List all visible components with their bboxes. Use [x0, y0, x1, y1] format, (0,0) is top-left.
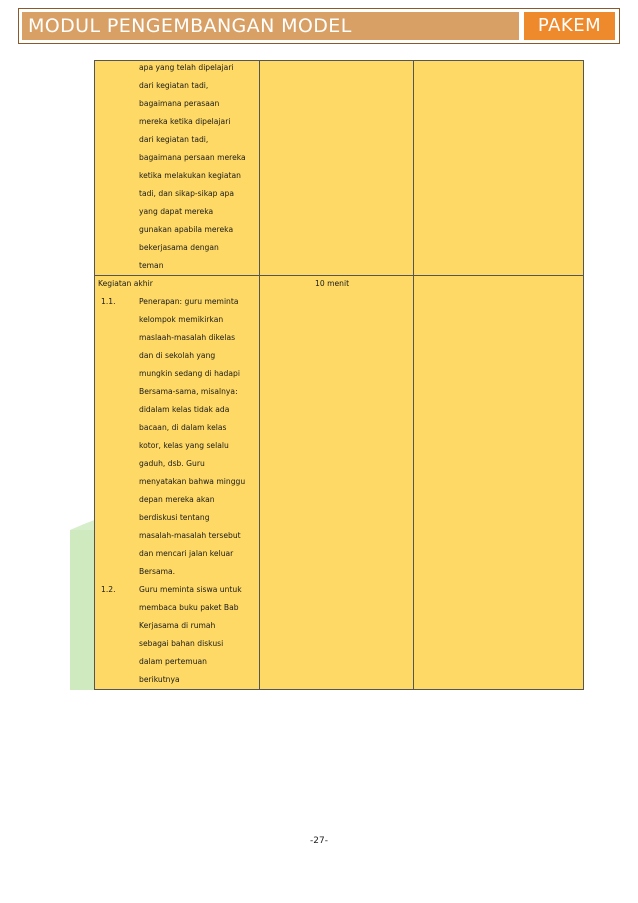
activity-text-line: gunakan apabila mereka: [139, 225, 234, 234]
activity-text-line: Kerjasama di rumah: [139, 621, 216, 630]
activity-text-line: Penerapan: guru meminta: [139, 297, 239, 306]
item-number: 1.2.: [101, 585, 116, 594]
activity-text-line: dari kegiatan tadi,: [139, 81, 209, 90]
activity-text-line: kotor, kelas yang selalu: [139, 441, 229, 450]
column-divider: [259, 61, 260, 689]
activity-text-line: Bersama-sama, misalnya:: [139, 387, 238, 396]
activity-text-line: depan mereka akan: [139, 495, 215, 504]
activity-text-line: mungkin sedang di hadapi: [139, 369, 240, 378]
activity-text-line: Guru meminta siswa untuk: [139, 585, 242, 594]
activity-text-line: ketika melakukan kegiatan: [139, 171, 241, 180]
activity-text-line: dan mencari jalan keluar: [139, 549, 234, 558]
lesson-table: [94, 60, 584, 690]
activity-text-line: bagaimana persaan mereka: [139, 153, 246, 162]
activity-text-line: sebagai bahan diskusi: [139, 639, 224, 648]
page-number: -27-: [310, 836, 328, 846]
activity-text-line: bekerjasama dengan: [139, 243, 219, 252]
activity-text-line: kelompok memikirkan: [139, 315, 224, 324]
activity-text-line: masalah-masalah tersebut: [139, 531, 241, 540]
activity-text-line: apa yang telah dipelajari: [139, 63, 234, 72]
module-title: MODUL PENGEMBANGAN MODEL: [22, 12, 519, 40]
activity-text-line: Bersama.: [139, 567, 176, 576]
brand-badge: PAKEM: [524, 12, 615, 40]
item-number: 1.1.: [101, 297, 116, 306]
activity-text-line: mereka ketika dipelajari: [139, 117, 231, 126]
activity-text-line: yang dapat mereka: [139, 207, 214, 216]
column-divider: [413, 61, 414, 689]
activity-text-line: dari kegiatan tadi,: [139, 135, 209, 144]
activity-text-line: berdiskusi tentang: [139, 513, 210, 522]
activity-text-line: teman: [139, 261, 164, 270]
activity-text-line: berikutnya: [139, 675, 180, 684]
activity-text-line: bacaan, di dalam kelas: [139, 423, 227, 432]
activity-text-line: dalam pertemuan: [139, 657, 207, 666]
activity-text-line: menyatakan bahwa minggu: [139, 477, 246, 486]
activity-text-line: tadi, dan sikap-sikap apa: [139, 189, 234, 198]
page-header: [18, 8, 620, 44]
activity-text-line: bagaimana perasaan: [139, 99, 220, 108]
activity-text-line: didalam kelas tidak ada: [139, 405, 230, 414]
activity-text-line: dan di sekolah yang: [139, 351, 216, 360]
activity-text-line: maslaah-masalah dikelas: [139, 333, 236, 342]
section-label: Kegiatan akhir: [98, 279, 153, 288]
row-divider: [95, 275, 583, 276]
activity-text-line: membaca buku paket Bab: [139, 603, 239, 612]
activity-text-line: gaduh, dsb. Guru: [139, 459, 205, 468]
duration-text: 10 menit: [315, 279, 350, 288]
